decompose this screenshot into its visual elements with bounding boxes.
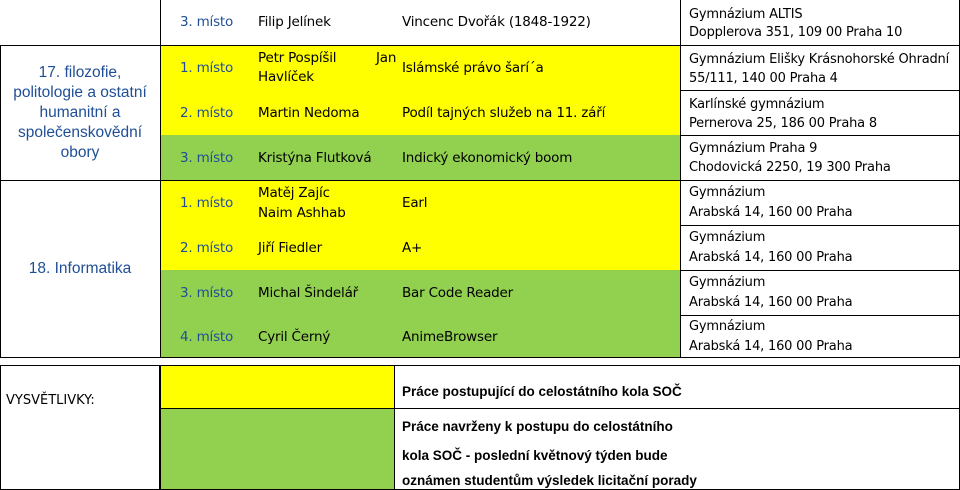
- school-address: Arabská 14, 160 00 Praha: [689, 295, 853, 310]
- school-address: Dopplerova 351, 109 00 Praha 10: [689, 25, 903, 40]
- grid-line: [0, 357, 960, 358]
- place-label: 1. místo: [180, 195, 234, 211]
- school-name: Gymnázium ALTIS: [689, 7, 803, 22]
- legend-label: VYSVĚTLIVKY:: [6, 393, 95, 408]
- legend-swatch-green: [160, 409, 395, 490]
- school-address: Arabská 14, 160 00 Praha: [689, 339, 853, 354]
- author-name: Filip Jelínek: [258, 14, 331, 30]
- grid-line: [680, 270, 960, 271]
- place-label: 3. místo: [180, 14, 234, 30]
- legend-green-text-1: Práce navrženy k postupu do celostátního: [402, 419, 673, 434]
- grid-line: [680, 225, 960, 226]
- legend-green-text-2: kola SOČ - poslední květnový týden bude: [402, 448, 668, 463]
- author-name: Naim Ashhab: [258, 205, 346, 221]
- project-title: Bar Code Reader: [402, 285, 514, 301]
- grid-line: [680, 0, 681, 358]
- school-name: Gymnázium: [689, 230, 766, 245]
- project-title: Earl: [402, 195, 428, 211]
- grid-line: [160, 0, 161, 358]
- place-label: 3. místo: [180, 285, 234, 301]
- category-blank-top: [0, 0, 160, 45]
- grid-line: [680, 90, 960, 91]
- author-name: Kristýna Flutková: [258, 150, 372, 166]
- author-name: Petr Pospíšil: [258, 50, 337, 66]
- school-address: Arabská 14, 160 00 Praha: [689, 250, 853, 265]
- author-name: Jan: [376, 50, 397, 66]
- school-name: Gymnázium Praha 9: [689, 141, 818, 156]
- category-18-label: 18. Informatika: [28, 260, 132, 277]
- project-title: Vincenc Dvořák (1848-1922): [402, 14, 591, 30]
- category-18: [0, 180, 160, 358]
- place-label: 1. místo: [180, 60, 234, 76]
- project-title: Islámské právo šarí´a: [402, 60, 544, 76]
- school-address: 55/111, 140 00 Praha 4: [689, 71, 838, 86]
- grid-line: [0, 45, 960, 46]
- category-17-label: 17. filozofie, politologie a ostatní humanitní a společenskovědní obory: [13, 63, 147, 161]
- legend-green-text-3: oznámen studentům výsledek licitační porady: [402, 473, 697, 488]
- school-name: Gymnázium: [689, 185, 766, 200]
- author-name: Cyril Černý: [258, 329, 331, 345]
- grid-line: [680, 135, 960, 136]
- legend-text-box-green: [395, 409, 960, 490]
- category-17: [0, 45, 160, 180]
- place-label: 4. místo: [180, 329, 234, 345]
- school-address: Pernerova 25, 186 00 Praha 8: [689, 116, 877, 131]
- school-name: Gymnázium Elišky Krásnohorské Ohradní: [689, 52, 950, 67]
- place-label: 2. místo: [180, 105, 234, 121]
- grid-line: [680, 315, 960, 316]
- legend-swatch-yellow: [160, 365, 395, 409]
- school-name: Gymnázium: [689, 275, 766, 290]
- author-name: Jiří Fiedler: [258, 240, 322, 256]
- project-title: AnimeBrowser: [402, 329, 498, 345]
- legend-yellow-text: Práce postupující do celostátního kola SOČ: [402, 384, 682, 399]
- project-title: Indický ekonomický boom: [402, 150, 573, 166]
- legend-label-box: [0, 365, 160, 490]
- author-name: Matěj Zajíc: [258, 185, 330, 201]
- place-label: 3. místo: [180, 150, 234, 166]
- author-name: Martin Nedoma: [258, 105, 360, 121]
- grid-line: [0, 180, 960, 181]
- school-address: Chodovická 2250, 19 300 Praha: [689, 160, 891, 175]
- school-name: Gymnázium: [689, 319, 766, 334]
- grid-line: [0, 45, 1, 358]
- school-name: Karlínské gymnázium: [689, 97, 825, 112]
- project-title: A+: [402, 240, 423, 256]
- author-name: Michal Šindelář: [258, 285, 359, 301]
- school-address: Arabská 14, 160 00 Praha: [689, 205, 853, 220]
- author-name: Havlíček: [258, 69, 314, 85]
- project-title: Podíl tajných služeb na 11. září: [402, 105, 606, 121]
- place-label: 2. místo: [180, 240, 234, 256]
- legend-text-box-yellow: [395, 365, 960, 409]
